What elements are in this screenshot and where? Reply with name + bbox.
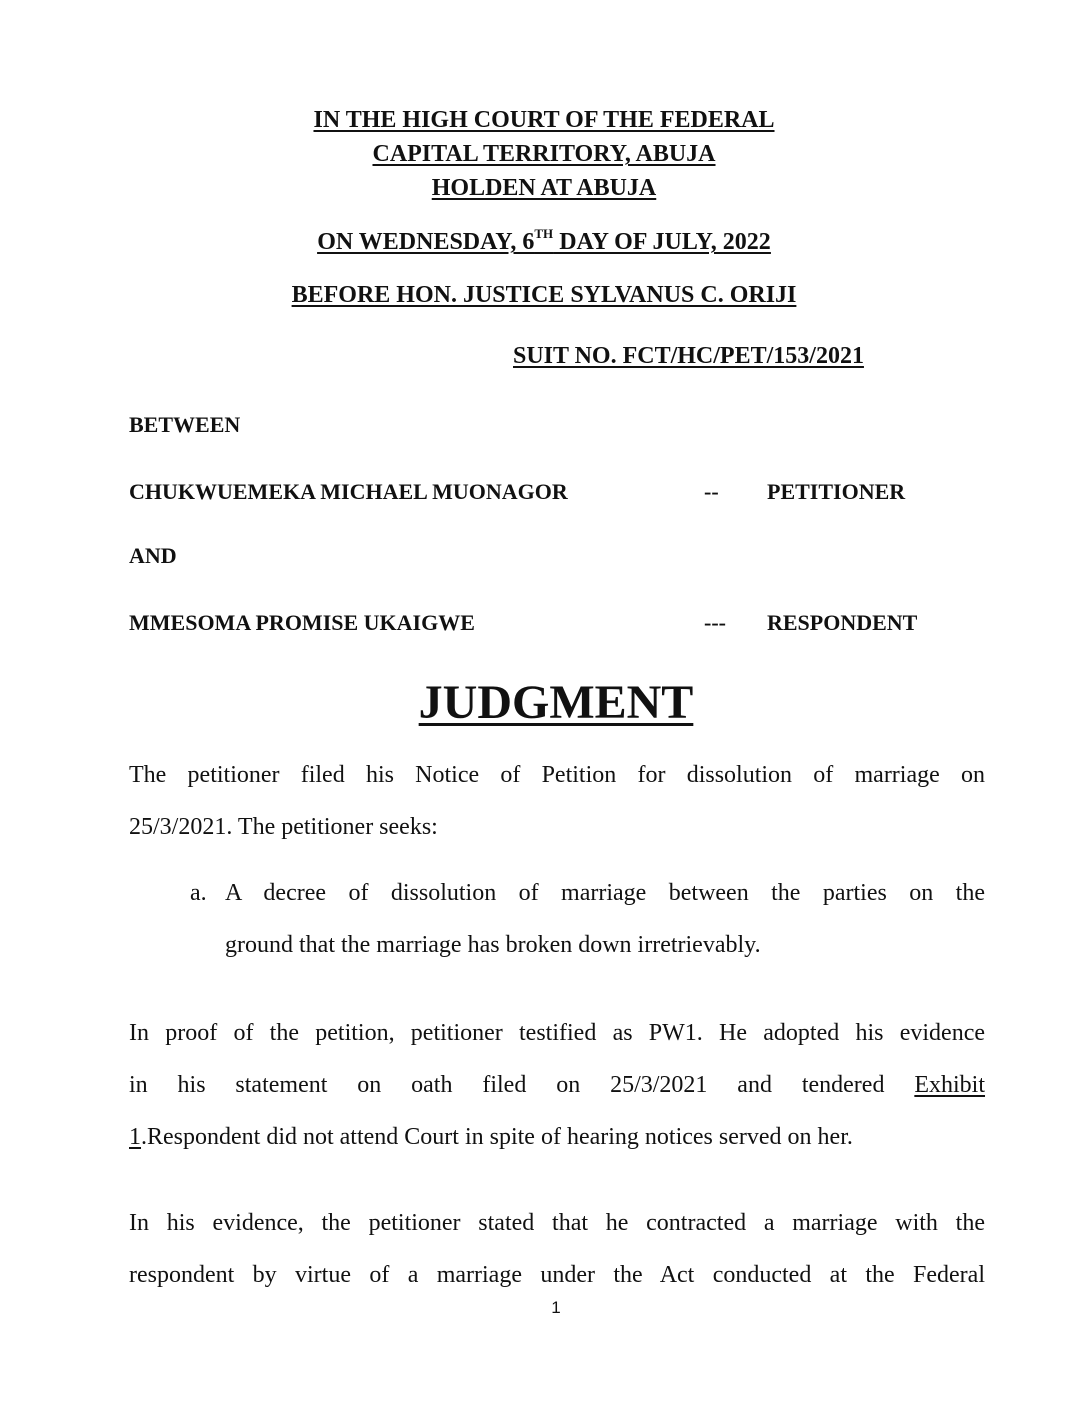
court-heading-line-2: CAPITAL TERRITORY, ABUJA [372, 141, 716, 167]
respondent-dash: --- [704, 610, 726, 635]
judge-line: BEFORE HON. JUSTICE SYLVANUS C. ORIJI [291, 282, 797, 308]
paragraph-1 [129, 749, 985, 853]
petitioner-dash: -- [704, 479, 719, 504]
court-heading-line-1: IN THE HIGH COURT OF THE FEDERAL [313, 107, 775, 133]
list-item-marker: a. [190, 880, 207, 906]
judgment-title: JUDGMENT [418, 676, 694, 729]
paragraph-2-line-2-text: in his statement on oath filed on 25/3/2021 and tendered [129, 1072, 885, 1098]
list-item [225, 867, 985, 971]
hearing-date-ordinal: TH [534, 226, 554, 241]
paragraph-2-line-3 [129, 1111, 985, 1163]
paragraph-1-line-1: The petitioner filed his Notice of Petition for dissolution of marriage on [129, 762, 985, 788]
paragraph-2-line-1: In proof of the petition, petitioner testified as PW1. He adopted his evidence [129, 1020, 985, 1046]
respondent-role: RESPONDENT [767, 610, 918, 635]
list-item-line-2: ground that the marriage has broken down irretrievably. [225, 932, 761, 958]
suit-number: SUIT NO. FCT/HC/PET/153/2021 [513, 343, 864, 369]
paragraph-3 [129, 1197, 985, 1301]
paragraph-2-line-2 [129, 1059, 985, 1111]
petitioner-role: PETITIONER [767, 479, 906, 504]
court-heading-line-3: HOLDEN AT ABUJA [431, 175, 657, 201]
hearing-date [0, 226, 1088, 258]
paragraph-1-line-2: 25/3/2021. The petitioner seeks: [129, 814, 438, 840]
paragraph-2-line-3-text: .Respondent did not attend Court in spite of hearing notices served on her. [141, 1124, 853, 1150]
paragraph-3-line-1: In his evidence, the petitioner stated that he contracted a marriage with the [129, 1210, 985, 1236]
paragraph-3-line-2: respondent by virtue of a marriage under the Act conducted at the Federal [129, 1262, 985, 1288]
petitioner-name: CHUKWUEMEKA MICHAEL MUONAGOR [129, 479, 568, 504]
list-item-line-1: A decree of dissolution of marriage between the parties on the [225, 880, 985, 906]
exhibit-reference: Exhibit [914, 1072, 986, 1098]
hearing-date-prefix: ON WEDNESDAY, 6 [317, 229, 535, 255]
between-label: BETWEEN [129, 412, 241, 437]
hearing-date-suffix: DAY OF JULY, 2022 [553, 229, 771, 255]
page-number: 1 [551, 1298, 561, 1317]
respondent-name: MMESOMA PROMISE UKAIGWE [129, 610, 475, 635]
paragraph-2 [129, 1007, 985, 1163]
exhibit-number: 1 [129, 1124, 141, 1150]
and-label: AND [129, 543, 177, 568]
